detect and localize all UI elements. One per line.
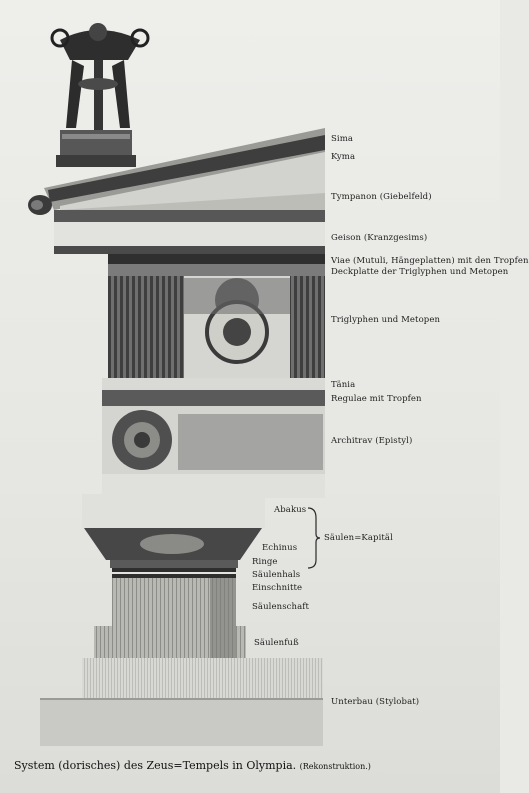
architrave [102, 406, 325, 498]
regulae-band [102, 390, 325, 406]
label-abakus: Abakus [274, 505, 307, 515]
caption-main: System (dorisches) des Zeus=Tempels in Olympia. [14, 759, 297, 772]
label-saeulenhals: Säulenhals [252, 570, 301, 580]
capital [82, 494, 265, 578]
label-echinus: Echinus [262, 543, 298, 553]
label-tympanon: Tympanon (Giebelfeld) [331, 192, 432, 202]
label-einschnitte: Einschnitte [252, 583, 303, 593]
label-architrav: Architrav (Epistyl) [331, 436, 413, 446]
label-kyma: Kyma [331, 152, 356, 162]
figure-caption [14, 759, 371, 772]
capital-brace [308, 508, 320, 568]
column-shaft [94, 578, 246, 658]
label-unterbau: Unterbau (Stylobat) [331, 697, 420, 707]
stylobate [40, 658, 323, 746]
taenia-band [102, 378, 325, 390]
label-saeulenschaft: Säulenschaft [252, 602, 310, 612]
label-triglyphen: Triglyphen und Metopen [331, 315, 441, 325]
frieze [108, 254, 325, 378]
label-saeulenfuss: Säulenfuß [254, 638, 299, 648]
label-taenia: Tänia [331, 380, 356, 390]
label-deckplatte: Deckplatte der Triglyphen und Metopen [331, 267, 509, 277]
label-viae: Viae (Mutuli, Hängeplatten) mit den Tropfen [331, 256, 529, 266]
caption-note: (Rekonstruktion.) [299, 762, 371, 771]
label-saeulen-kapitael: Säulen=Kapitäl [324, 533, 393, 543]
acroterion-tripod [52, 23, 148, 167]
label-sima: Sima [331, 134, 354, 144]
label-ringe: Ringe [252, 557, 278, 567]
label-geison: Geison (Kranzgesims) [331, 233, 428, 243]
label-regulae: Regulae mit Tropfen [331, 394, 422, 404]
